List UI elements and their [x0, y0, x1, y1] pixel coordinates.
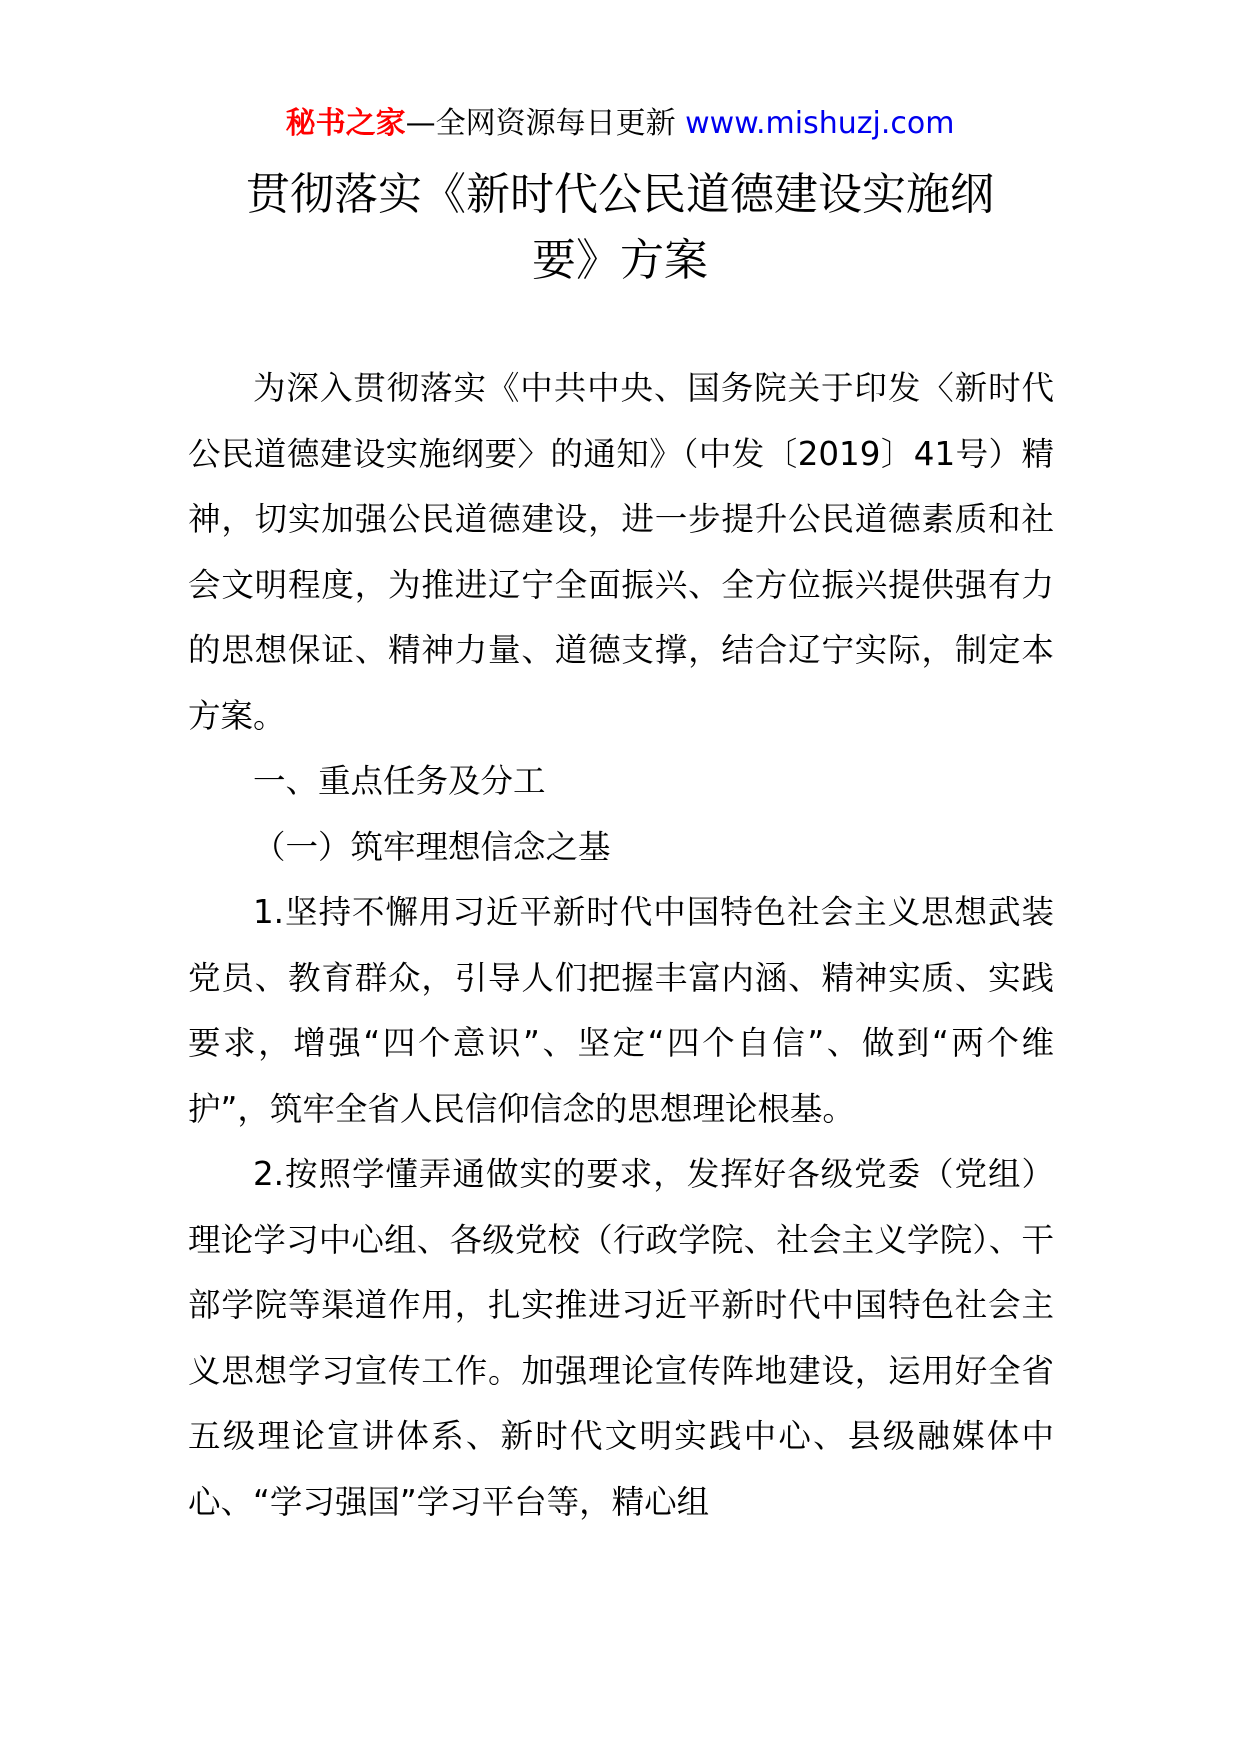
- document-body: [188, 356, 1054, 1535]
- intro-paragraph: 为深入贯彻落实《中共中央、国务院关于印发〈新时代公民道德建设实施纲要〉的通知》（中发〔2019〕41号）精神，切实加强公民道德建设，进一步提升公民道德素质和社会文明程度，为推进辽宁全面振兴、全方位振兴提供强有力的思想保证、精神力量、道德支撑，结合辽宁实际，制定本方案。: [188, 369, 1054, 735]
- item-paragraph-1: 1.坚持不懈用习近平新时代中国特色社会主义思想武装党员、教育群众，引导人们把握丰富内涵、精神实质、实践要求，增强“四个意识”、坚定“四个自信”、做到“两个维护”，筑牢全省人民信仰信念的思想理论根基。: [188, 893, 1054, 1128]
- section-heading: 一、重点任务及分工: [253, 762, 546, 800]
- subsection-heading: （一）筑牢理想信念之基: [253, 827, 611, 866]
- document-title: [0, 162, 1240, 294]
- brand-name: 秘书之家: [285, 106, 406, 141]
- header-banner: [0, 104, 1240, 144]
- site-url-link[interactable]: www.mishuzj.com: [685, 106, 955, 141]
- header-tagline: —全网资源每日更新: [405, 106, 676, 141]
- title-line-2: 要》方案: [532, 235, 708, 286]
- item-paragraph-2: 2.按照学懂弄通做实的要求，发挥好各级党委（党组）理论学习中心组、各级党校（行政学院、社会主义学院）、干部学院等渠道作用，扎实推进习近平新时代中国特色社会主义思想学习宣传工作。加强理论宣传阵地建设，运用好全省五级理论宣讲体系、新时代文明实践中心、县级融媒体中心、“学习强国”学习平台等，精心组: [188, 1155, 1054, 1521]
- title-line-1: 贯彻落实《新时代公民道德建设实施纲: [246, 169, 994, 220]
